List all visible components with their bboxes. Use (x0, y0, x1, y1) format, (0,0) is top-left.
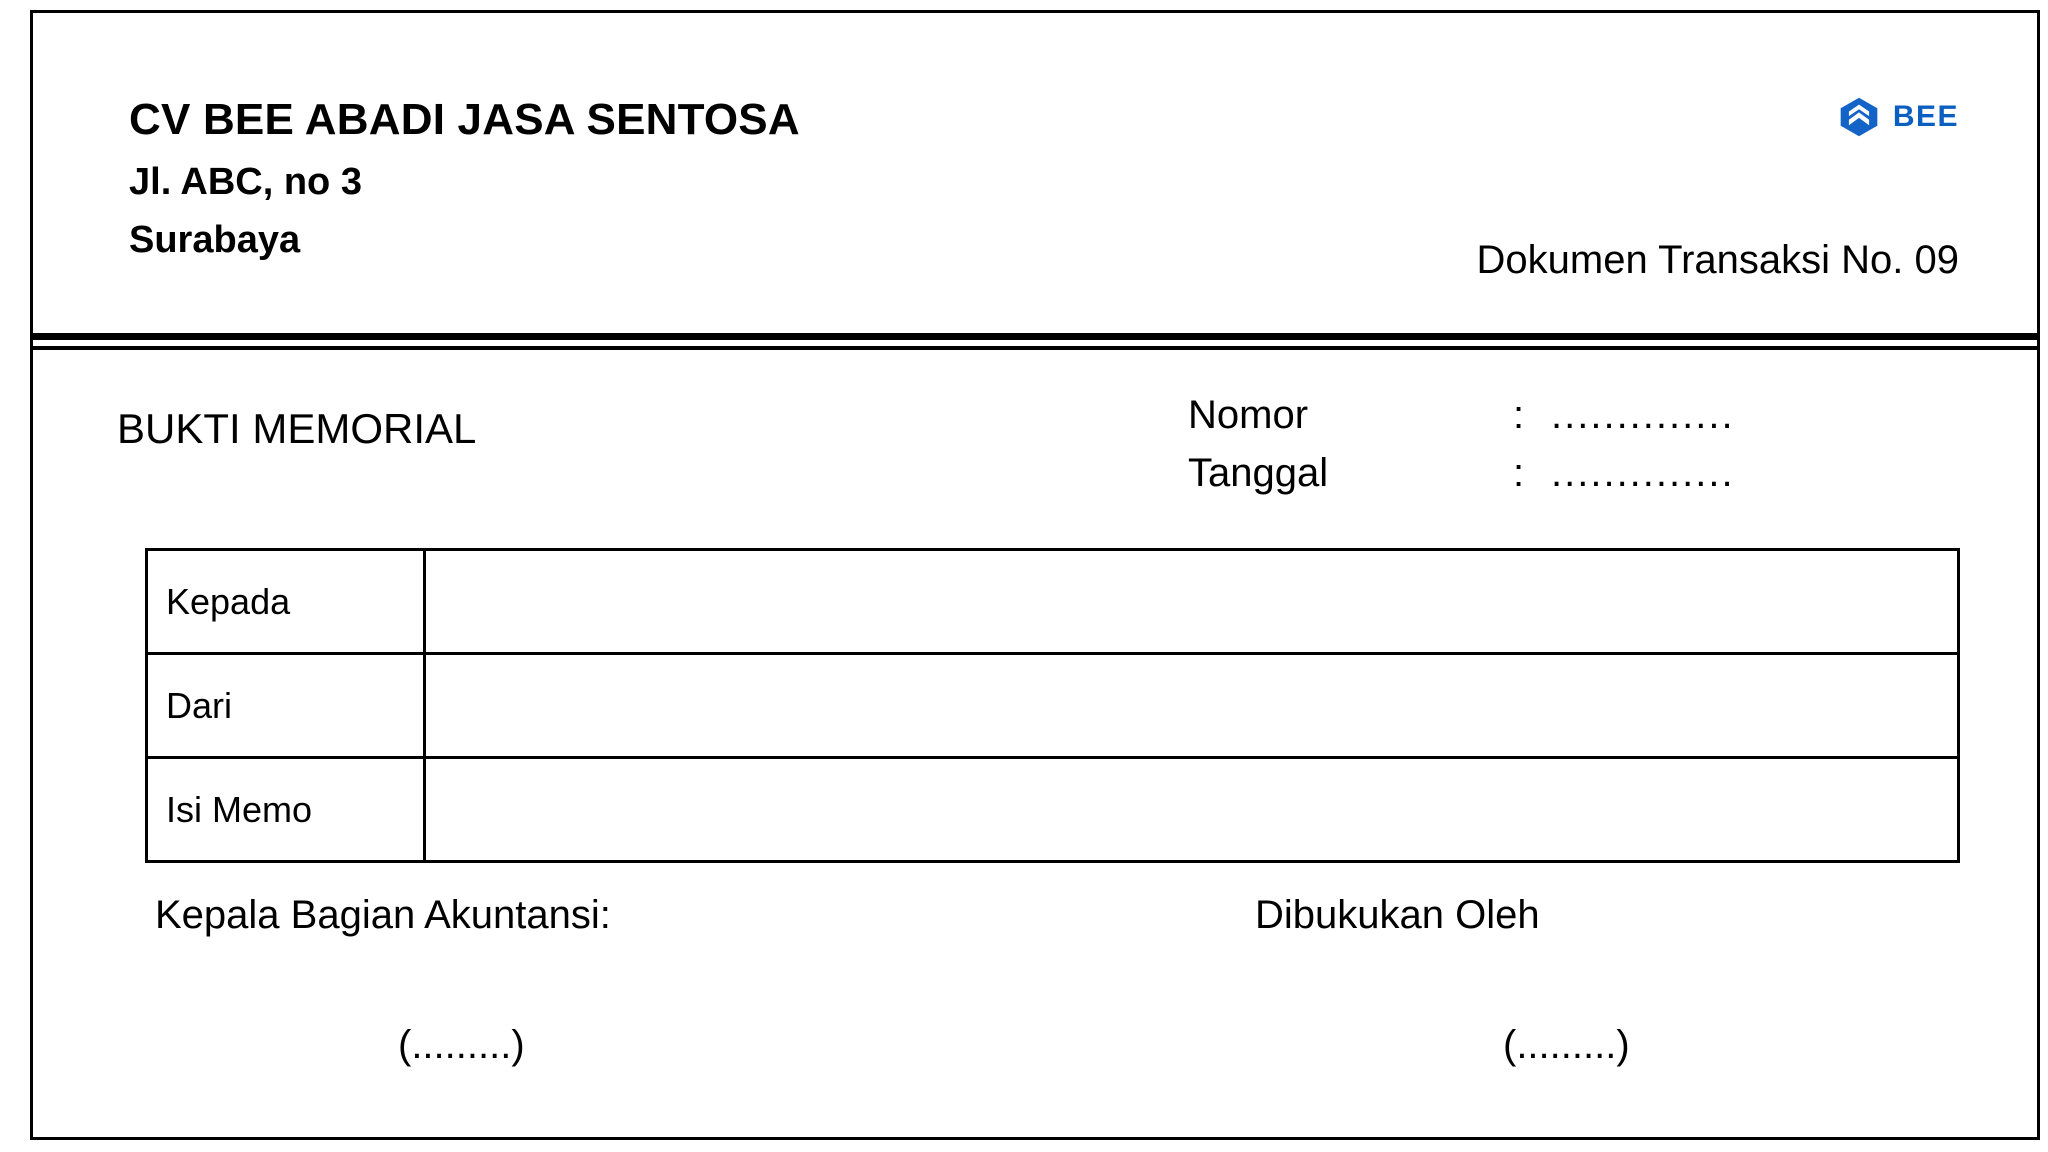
table-row (147, 758, 1959, 862)
bee-hexagon-logo-icon (1837, 95, 1881, 139)
document-number: Dokumen Transaksi No. 09 (1476, 238, 1959, 282)
table-row (147, 654, 1959, 758)
header-rule-thin (33, 346, 2037, 350)
company-name: CV BEE ABADI JASA SENTOSA (129, 95, 800, 144)
meta-value-tanggal: .............. (1551, 451, 1735, 495)
brand-label: BEE (1892, 100, 1959, 133)
table-label-kepada: Kepada (147, 550, 425, 654)
table-row (147, 550, 1959, 654)
meta-value-nomor: .............. (1551, 393, 1735, 437)
brand-logo (1837, 95, 1959, 139)
table-value-dari[interactable] (425, 654, 1959, 758)
signature-left-title: Kepala Bagian Akuntansi: (155, 893, 611, 937)
meta-label-tanggal: Tanggal (1188, 451, 1329, 495)
meta-row-tanggal (1188, 451, 1735, 509)
table-label-dari: Dari (147, 654, 425, 758)
company-street: Jl. ABC, no 3 (129, 161, 362, 204)
meta-label-nomor: Nomor (1188, 393, 1309, 437)
document-title: BUKTI MEMORIAL (117, 405, 477, 452)
signature-right-line: (.........) (1503, 1023, 1630, 1067)
document-frame (30, 10, 2040, 1140)
document-header (33, 13, 2037, 331)
company-city: Surabaya (129, 219, 301, 262)
meta-colon-tanggal: : (1513, 451, 1525, 495)
header-rule-thick (33, 333, 2037, 340)
signature-right-title: Dibukukan Oleh (1255, 893, 1540, 937)
document-meta (1188, 393, 1735, 509)
company-block (129, 91, 800, 265)
table-label-isi-memo: Isi Memo (147, 758, 425, 862)
table-value-kepada[interactable] (425, 550, 1959, 654)
table-value-isi-memo[interactable] (425, 758, 1959, 862)
memo-table (145, 548, 1960, 863)
signature-left-line: (.........) (398, 1023, 525, 1067)
meta-row-nomor (1188, 393, 1735, 451)
meta-colon-nomor: : (1513, 393, 1525, 437)
